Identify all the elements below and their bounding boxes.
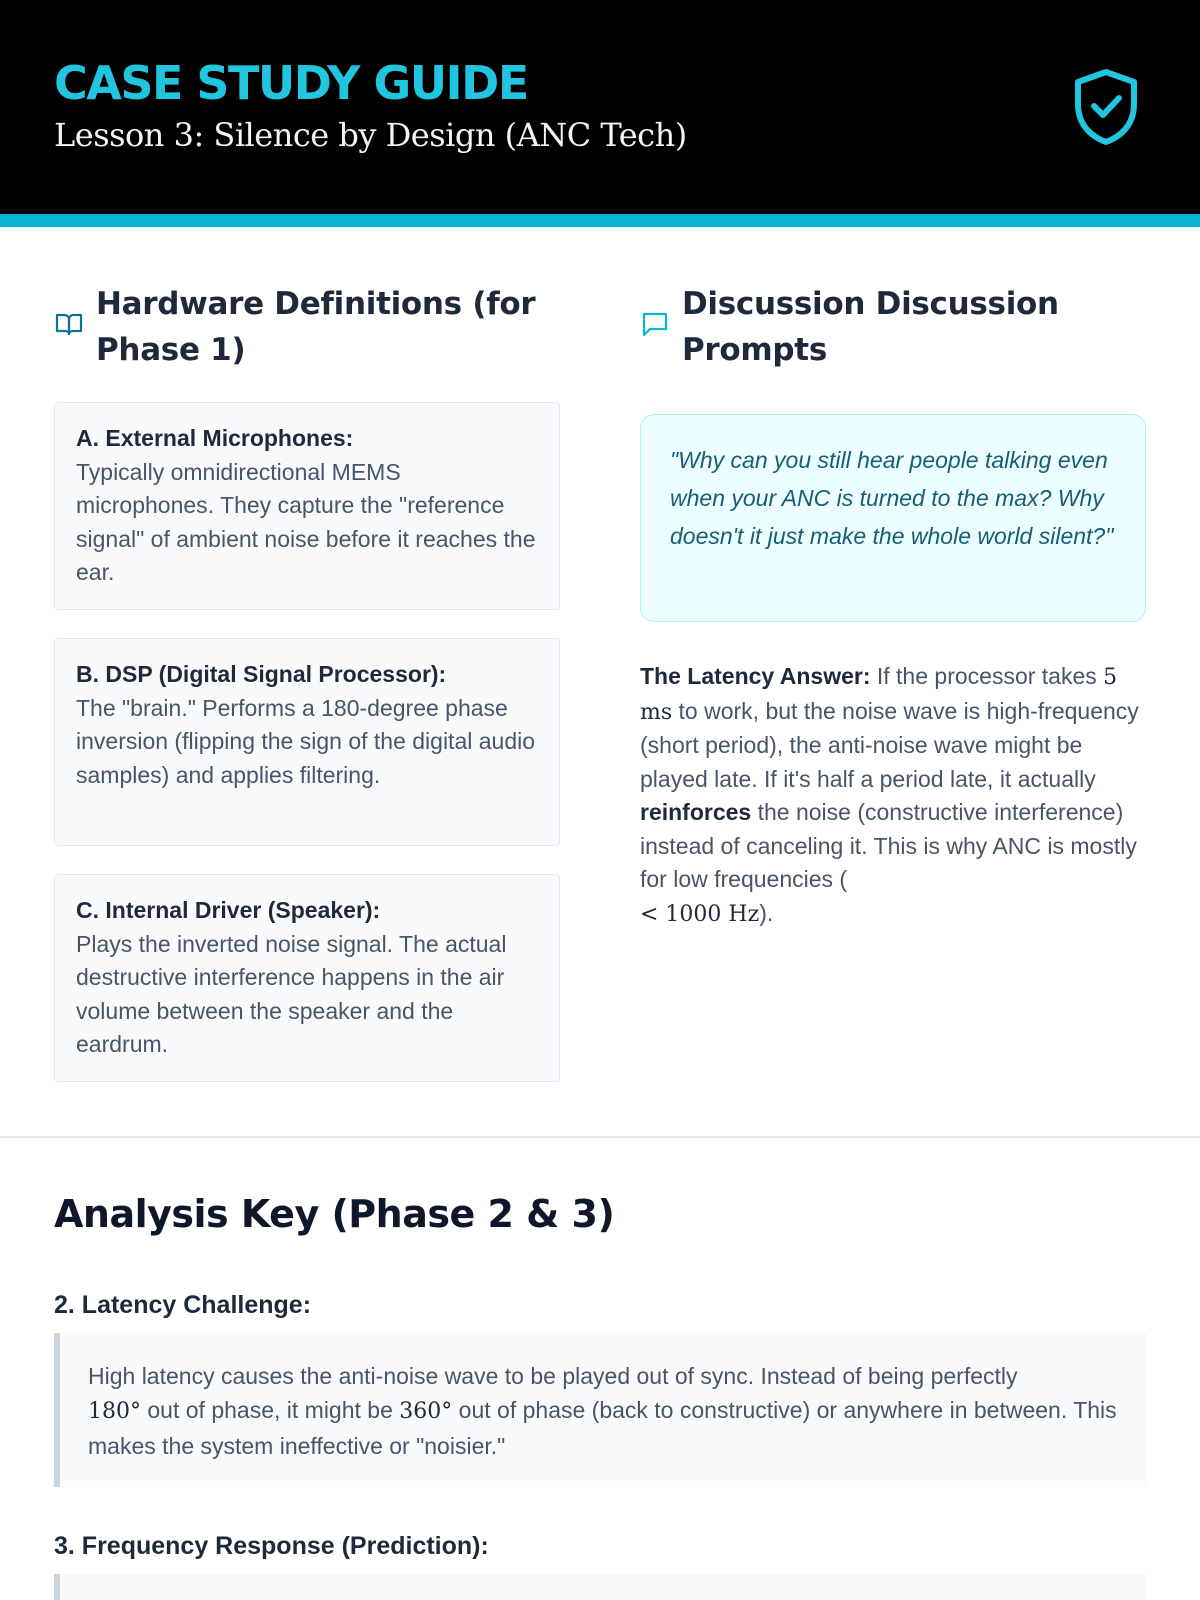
math-frequency-limit: < 1000 Hz	[640, 901, 760, 927]
section-divider	[0, 1136, 1200, 1138]
definition-card-microphones	[54, 402, 560, 610]
card-text: The "brain." Performs a 180-degree phase inversion (flipping the sign of the digital audio samples) and applies filtering.	[76, 694, 536, 788]
book-open-icon	[54, 309, 84, 339]
latency-answer-block	[54, 1333, 1147, 1487]
definition-card-dsp	[54, 638, 560, 846]
card-text: Plays the inverted noise signal. The actual destructive interference happens in the air volume between the speaker and the eardrum.	[76, 930, 507, 1057]
card-label: A. External Microphones:	[76, 425, 354, 451]
card-label: C. Internal Driver (Speaker):	[76, 897, 381, 923]
hardware-heading: Hardware Definitions (for Phase 1)	[96, 286, 536, 368]
answer-text: the noise (constructive interference) instead of canceling it. This is why ANC is mostly for low frequencies (	[640, 799, 1137, 892]
math-360: 360°	[399, 1399, 453, 1424]
analysis-title: Analysis Key (Phase 2 & 3)	[54, 1192, 615, 1236]
definition-card-driver	[54, 874, 560, 1082]
page-subtitle: Lesson 3: Silence by Design (ANC Tech)	[54, 116, 687, 154]
math-latency-value: 5 ms	[640, 665, 1118, 725]
answer-text: High latency causes the anti-noise wave to be played out of sync. Instead of being perfectly	[88, 1363, 1018, 1389]
shield-check-icon	[1072, 68, 1140, 146]
answer-text: If the processor takes	[870, 663, 1104, 689]
math-180: 180°	[88, 1399, 141, 1424]
frequency-answer-block	[54, 1574, 1147, 1600]
answer-text: out of phase, it might be	[141, 1397, 400, 1423]
question-latency-label: 2. Latency Challenge:	[54, 1291, 312, 1319]
page-title: CASE STUDY GUIDE	[54, 56, 528, 110]
hardware-section-heading	[54, 281, 564, 373]
latency-answer	[640, 660, 1150, 931]
header	[0, 0, 1200, 214]
discussion-quote: "Why can you still hear people talking even when your ANC is turned to the max? Why doesn't it just make the whole world silent?"	[640, 414, 1146, 622]
card-text: Typically omnidirectional MEMS microphones. They capture the "reference signal" of ambient noise before it reaches the ear.	[76, 458, 536, 585]
header-accent-bar	[0, 214, 1200, 227]
answer-text: out of phase (back to constructive) or anywhere in between. This makes the system ineffective or "noisier."	[88, 1397, 1117, 1459]
answer-text: ).	[759, 899, 774, 926]
answer-text: to work, but the noise wave is high-frequency (short period), the anti-noise wave might be played late. If it's half a period late, it actually	[640, 697, 1139, 792]
message-square-icon	[640, 309, 670, 339]
latency-answer-label: The Latency Answer:	[640, 663, 871, 689]
discussion-heading: Discussion Discussion Prompts	[682, 286, 1059, 368]
emphasis-reinforces: reinforces	[640, 799, 752, 825]
card-label: B. DSP (Digital Signal Processor):	[76, 661, 447, 687]
discussion-section-heading	[640, 281, 1150, 373]
question-frequency-label: 3. Frequency Response (Prediction):	[54, 1532, 489, 1560]
